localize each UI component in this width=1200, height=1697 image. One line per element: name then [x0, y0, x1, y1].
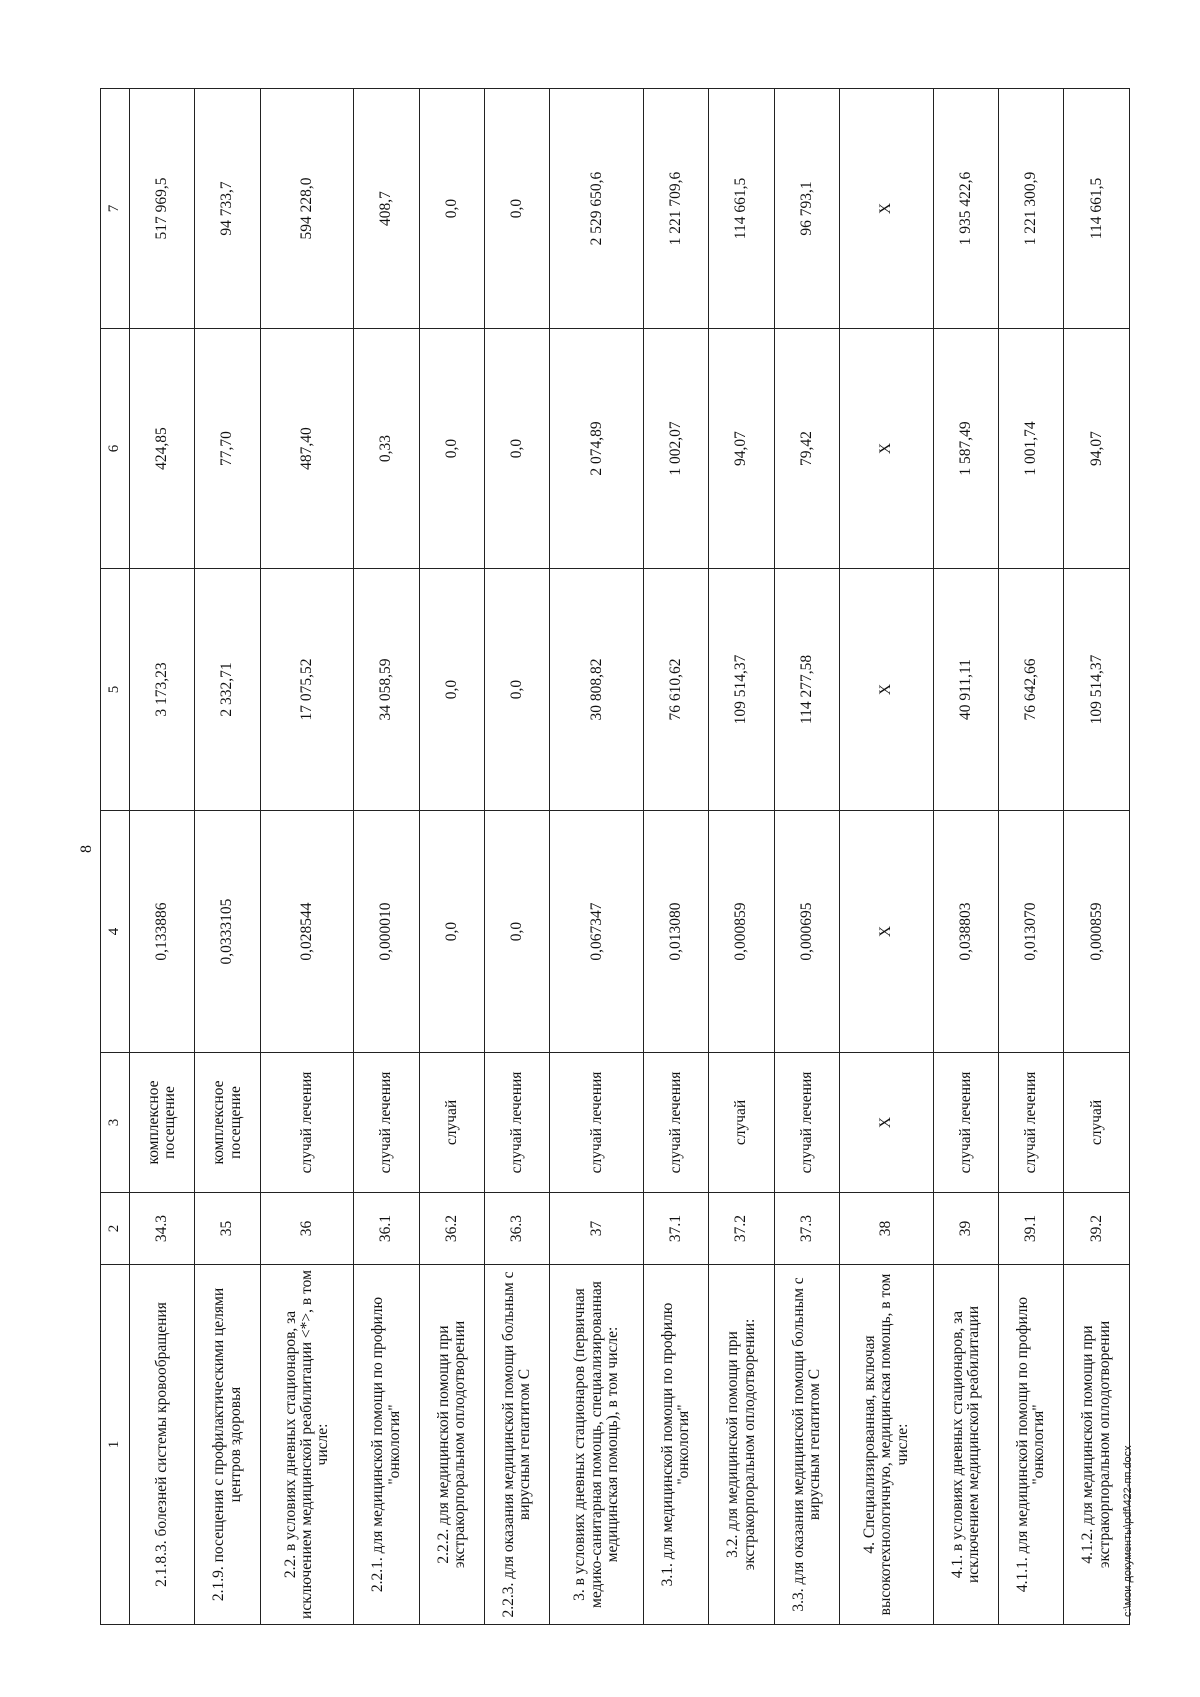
- table-row: [644, 89, 709, 1625]
- column-header: 3: [101, 1053, 130, 1193]
- norm-cell: 0,0: [419, 811, 484, 1053]
- column-header: 1: [101, 1265, 130, 1625]
- unit-cell: комплексное посещение: [195, 1053, 260, 1193]
- norm-cell: 0,0: [485, 811, 550, 1053]
- per-capita-cell: 487,40: [260, 329, 354, 569]
- per-capita-cell: 94,07: [709, 329, 774, 569]
- row-code-cell: 36.2: [419, 1193, 484, 1265]
- table-row: [260, 89, 354, 1625]
- norm-cell: 0,013080: [644, 811, 709, 1053]
- norm-cell: 0,028544: [260, 811, 354, 1053]
- table-row: [550, 89, 644, 1625]
- header-row: [101, 89, 130, 1625]
- unit-cell: случай лечения: [774, 1053, 839, 1193]
- per-capita-cell: 424,85: [130, 329, 195, 569]
- unit-cell: случай лечения: [550, 1053, 644, 1193]
- row-name-cell: 2.1.9. посещения с профилактическими целями центров здоровья: [195, 1265, 260, 1625]
- cost-cell: 109 514,37: [709, 569, 774, 811]
- table-row: [419, 89, 484, 1625]
- unit-cell: случай: [1064, 1053, 1130, 1193]
- column-header: 7: [101, 89, 130, 329]
- table-row: [195, 89, 260, 1625]
- row-name-cell: 4. Специализированная, включая высокотехнологичную, медицинская помощь, в том числе:: [840, 1265, 934, 1625]
- row-name-cell: 2.2. в условиях дневных стационаров, за исключением медицинской реабилитации <*>, в том числе:: [260, 1265, 354, 1625]
- per-capita-cell: 0,0: [485, 329, 550, 569]
- table-row: [485, 89, 550, 1625]
- norm-cell: 0,000695: [774, 811, 839, 1053]
- norm-cell: 0,038803: [933, 811, 998, 1053]
- row-name-cell: 4.1. в условиях дневных стационаров, за исключением медицинской реабилитации: [933, 1265, 998, 1625]
- row-name-cell: 3.3. для оказания медицинской помощи больным с вирусным гепатитом С: [774, 1265, 839, 1625]
- row-code-cell: 37.1: [644, 1193, 709, 1265]
- total-cell: 114 661,5: [709, 89, 774, 329]
- cost-cell: 76 610,62: [644, 569, 709, 811]
- table-row: [774, 89, 839, 1625]
- row-name-cell: 3.1. для медицинской помощи по профилю "онкология": [644, 1265, 709, 1625]
- cost-cell: 2 332,71: [195, 569, 260, 811]
- total-cell: 594 228,0: [260, 89, 354, 329]
- row-name-cell: 2.1.8.3. болезней системы кровообращения: [130, 1265, 195, 1625]
- cost-cell: Х: [840, 569, 934, 811]
- row-code-cell: 34.3: [130, 1193, 195, 1265]
- norm-cell: 0,000010: [354, 811, 419, 1053]
- norm-cell: 0,133886: [130, 811, 195, 1053]
- table-row: [130, 89, 195, 1625]
- cost-cell: 0,0: [419, 569, 484, 811]
- row-name-cell: 3.2. для медицинской помощи при экстракорпоральном оплодотворении:: [709, 1265, 774, 1625]
- column-header: 6: [101, 329, 130, 569]
- total-cell: Х: [840, 89, 934, 329]
- table-row: [933, 89, 998, 1625]
- cost-cell: 30 808,82: [550, 569, 644, 811]
- total-cell: 0,0: [485, 89, 550, 329]
- column-header: 5: [101, 569, 130, 811]
- per-capita-cell: 94,07: [1064, 329, 1130, 569]
- unit-cell: случай лечения: [354, 1053, 419, 1193]
- per-capita-cell: 2 074,89: [550, 329, 644, 569]
- row-code-cell: 39.1: [999, 1193, 1064, 1265]
- per-capita-cell: 0,33: [354, 329, 419, 569]
- column-header: 4: [101, 811, 130, 1053]
- table-row: [840, 89, 934, 1625]
- unit-cell: Х: [840, 1053, 934, 1193]
- total-cell: 2 529 650,6: [550, 89, 644, 329]
- total-cell: 408,7: [354, 89, 419, 329]
- cost-cell: 76 642,66: [999, 569, 1064, 811]
- per-capita-cell: 1 002,07: [644, 329, 709, 569]
- total-cell: 0,0: [419, 89, 484, 329]
- per-capita-cell: 77,70: [195, 329, 260, 569]
- unit-cell: случай лечения: [933, 1053, 998, 1193]
- row-code-cell: 37: [550, 1193, 644, 1265]
- norm-cell: 0,000859: [1064, 811, 1130, 1053]
- row-code-cell: 36: [260, 1193, 354, 1265]
- norm-cell: Х: [840, 811, 934, 1053]
- cost-cell: 17 075,52: [260, 569, 354, 811]
- norm-cell: 0,0333105: [195, 811, 260, 1053]
- norm-cell: 0,000859: [709, 811, 774, 1053]
- per-capita-cell: 0,0: [419, 329, 484, 569]
- table-row: [354, 89, 419, 1625]
- row-name-cell: 3. в условиях дневных стационаров (первичная медико-санитарная помощь, специализированная медицинская помощь), в том числе:: [550, 1265, 644, 1625]
- per-capita-cell: 79,42: [774, 329, 839, 569]
- cost-cell: 109 514,37: [1064, 569, 1130, 811]
- table-row: [709, 89, 774, 1625]
- per-capita-cell: 1 001,74: [999, 329, 1064, 569]
- table-row: [999, 89, 1064, 1625]
- per-capita-cell: 1 587,49: [933, 329, 998, 569]
- column-header: 2: [101, 1193, 130, 1265]
- row-name-cell: 2.2.3. для оказания медицинской помощи больным с вирусным гепатитом С: [485, 1265, 550, 1625]
- unit-cell: случай лечения: [999, 1053, 1064, 1193]
- norm-cell: 0,067347: [550, 811, 644, 1053]
- row-code-cell: 36.3: [485, 1193, 550, 1265]
- row-code-cell: 37.3: [774, 1193, 839, 1265]
- total-cell: 1 221 300,9: [999, 89, 1064, 329]
- cost-cell: 40 911,11: [933, 569, 998, 811]
- row-name-cell: 2.2.1. для медицинской помощи по профилю "онкология": [354, 1265, 419, 1625]
- cost-cell: 3 173,23: [130, 569, 195, 811]
- total-cell: 96 793,1: [774, 89, 839, 329]
- unit-cell: комплексное посещение: [130, 1053, 195, 1193]
- cost-cell: 0,0: [485, 569, 550, 811]
- row-code-cell: 37.2: [709, 1193, 774, 1265]
- total-cell: 1 221 709,6: [644, 89, 709, 329]
- row-name-cell: 4.1.1. для медицинской помощи по профилю "онкология": [999, 1265, 1064, 1625]
- row-code-cell: 36.1: [354, 1193, 419, 1265]
- total-cell: 94 733,7: [195, 89, 260, 329]
- cost-cell: 114 277,58: [774, 569, 839, 811]
- per-capita-cell: Х: [840, 329, 934, 569]
- norm-cell: 0,013070: [999, 811, 1064, 1053]
- cost-cell: 34 058,59: [354, 569, 419, 811]
- file-path-footer: c:\мои документы\pdf\422-пп.docx: [1122, 1445, 1134, 1617]
- table-row: [1064, 89, 1130, 1625]
- row-name-cell: 2.2.2. для медицинской помощи при экстракорпоральном оплодотворении: [419, 1265, 484, 1625]
- unit-cell: случай лечения: [260, 1053, 354, 1193]
- unit-cell: случай: [419, 1053, 484, 1193]
- unit-cell: случай лечения: [485, 1053, 550, 1193]
- data-table: [100, 88, 1130, 1625]
- total-cell: 1 935 422,6: [933, 89, 998, 329]
- row-code-cell: 39: [933, 1193, 998, 1265]
- page-number: 8: [78, 845, 95, 853]
- total-cell: 114 661,5: [1064, 89, 1130, 329]
- row-code-cell: 38: [840, 1193, 934, 1265]
- row-code-cell: 39.2: [1064, 1193, 1130, 1265]
- total-cell: 517 969,5: [130, 89, 195, 329]
- row-code-cell: 35: [195, 1193, 260, 1265]
- row-name-cell: 4.1.2. для медицинской помощи при экстракорпоральном оплодотворении: [1064, 1265, 1130, 1625]
- unit-cell: случай лечения: [644, 1053, 709, 1193]
- unit-cell: случай: [709, 1053, 774, 1193]
